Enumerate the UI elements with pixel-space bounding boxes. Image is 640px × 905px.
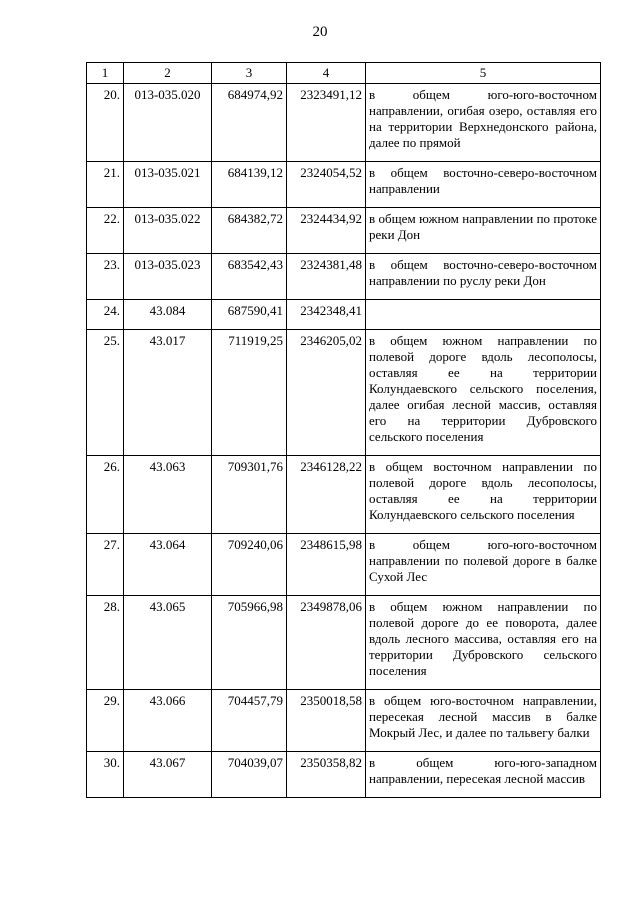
point-id: 013-035.020 [124,84,212,162]
y-coordinate: 2324434,92 [287,208,366,254]
point-id: 43.063 [124,456,212,534]
point-id: 013-035.022 [124,208,212,254]
row-number: 29. [87,690,124,752]
boundary-description: в общем юго-юго-западном направлении, пересекая лесной массив [366,752,601,798]
point-id: 43.066 [124,690,212,752]
row-number: 28. [87,596,124,690]
row-number: 30. [87,752,124,798]
column-header: 2 [124,63,212,84]
x-coordinate: 684382,72 [212,208,287,254]
boundary-points-table [86,62,601,798]
table-row [87,208,601,254]
boundary-description: в общем юго-восточном направлении, пересекая лесной массив в балке Мокрый Лес, и далее по тальвегу балки [366,690,601,752]
column-header: 4 [287,63,366,84]
column-header: 1 [87,63,124,84]
point-id: 43.067 [124,752,212,798]
point-id: 43.017 [124,330,212,456]
table-row [87,596,601,690]
row-number: 20. [87,84,124,162]
y-coordinate: 2348615,98 [287,534,366,596]
point-id: 013-035.021 [124,162,212,208]
table-row [87,534,601,596]
point-id: 43.064 [124,534,212,596]
point-id: 013-035.023 [124,254,212,300]
point-id: 43.084 [124,300,212,330]
y-coordinate: 2350358,82 [287,752,366,798]
x-coordinate: 709301,76 [212,456,287,534]
table-row [87,690,601,752]
table-row [87,254,601,300]
table-row [87,456,601,534]
table-header-row [87,63,601,84]
x-coordinate: 683542,43 [212,254,287,300]
row-number: 27. [87,534,124,596]
y-coordinate: 2323491,12 [287,84,366,162]
table-row [87,84,601,162]
boundary-description: в общем восточном направлении по полевой дороге вдоль лесополосы, оставляя ее на территории Колундаевского сельского поселения [366,456,601,534]
x-coordinate: 709240,06 [212,534,287,596]
y-coordinate: 2349878,06 [287,596,366,690]
boundary-description [366,300,601,330]
boundary-description: в общем южном направлении по протоке реки Дон [366,208,601,254]
row-number: 25. [87,330,124,456]
y-coordinate: 2350018,58 [287,690,366,752]
column-header: 5 [366,63,601,84]
row-number: 23. [87,254,124,300]
x-coordinate: 687590,41 [212,300,287,330]
x-coordinate: 684974,92 [212,84,287,162]
row-number: 24. [87,300,124,330]
boundary-description: в общем юго-юго-восточном направлении, огибая озеро, оставляя его на территории Верхнедонского района, далее по прямой [366,84,601,162]
x-coordinate: 711919,25 [212,330,287,456]
x-coordinate: 684139,12 [212,162,287,208]
table-row [87,162,601,208]
column-header: 3 [212,63,287,84]
x-coordinate: 705966,98 [212,596,287,690]
table-row [87,752,601,798]
row-number: 22. [87,208,124,254]
x-coordinate: 704039,07 [212,752,287,798]
y-coordinate: 2324054,52 [287,162,366,208]
boundary-description: в общем юго-юго-восточном направлении по полевой дороге в балке Сухой Лес [366,534,601,596]
y-coordinate: 2342348,41 [287,300,366,330]
point-id: 43.065 [124,596,212,690]
table-row [87,330,601,456]
boundary-description: в общем южном направлении по полевой дороге вдоль лесополосы, оставляя ее на территории Колундаевского сельского поселения, далее огибая лесной массив, оставляя его на территории Дубровского сельского поселения [366,330,601,456]
boundary-description: в общем южном направлении по полевой дороге до ее поворота, далее вдоль лесного массива, оставляя его на территории Дубровского сельского поселения [366,596,601,690]
boundary-description: в общем восточно-северо-восточном направлении по руслу реки Дон [366,254,601,300]
boundary-description: в общем восточно-северо-восточном направлении [366,162,601,208]
x-coordinate: 704457,79 [212,690,287,752]
y-coordinate: 2346128,22 [287,456,366,534]
row-number: 26. [87,456,124,534]
y-coordinate: 2346205,02 [287,330,366,456]
table-row [87,300,601,330]
page-number: 20 [312,24,328,40]
row-number: 21. [87,162,124,208]
y-coordinate: 2324381,48 [287,254,366,300]
